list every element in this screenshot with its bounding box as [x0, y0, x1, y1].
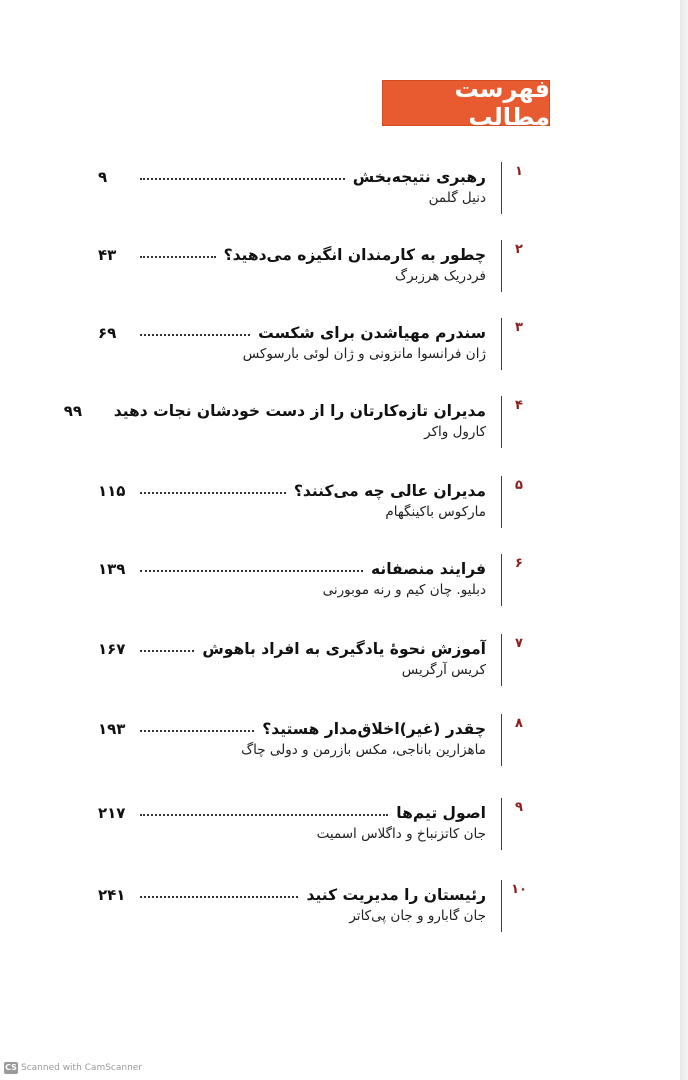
- dot-leader: [140, 256, 216, 258]
- chapter-number: ۱۰: [511, 882, 527, 897]
- scanner-watermark: [4, 1062, 142, 1074]
- chapter-author: دنیل گلمن: [428, 190, 486, 206]
- chapter-number: ۶: [515, 556, 523, 571]
- toc-entry: [90, 552, 530, 622]
- page-number: ۲۴۱: [98, 886, 126, 904]
- chapter-author: فردریک هرزبرگ: [395, 268, 486, 284]
- chapter-number: ۵: [515, 478, 523, 493]
- chapter-number: ۳: [515, 320, 523, 335]
- chapter-number: ۱: [515, 164, 523, 179]
- page-number: ۲۱۷: [98, 804, 126, 822]
- toc-entry: [90, 632, 530, 702]
- chapter-author: کریس آرگریس: [401, 662, 486, 678]
- divider-line: [501, 714, 503, 766]
- toc-entry: [90, 712, 530, 782]
- page-number: ۱۱۵: [98, 482, 126, 500]
- toc-entry: [90, 878, 530, 948]
- chapter-author: دبلیو. چان کیم و رنه موبورنی: [322, 582, 486, 598]
- divider-line: [501, 240, 503, 292]
- chapter-author: کارول واکر: [424, 424, 486, 440]
- chapter-author: جان گابارو و جان پی‌کاتر: [349, 908, 486, 924]
- page-number: ۹: [98, 168, 108, 186]
- page-number: ۹۹: [63, 402, 83, 420]
- dot-leader: [140, 730, 254, 732]
- watermark-text: Scanned with CamScanner: [21, 1063, 143, 1073]
- chapter-title: مدیران تازه‌کارتان را از دست خودشان نجات دهید: [113, 402, 486, 420]
- chapter-number: ۴: [515, 398, 523, 413]
- divider-line: [501, 634, 503, 686]
- chapter-title: رئیستان را مدیریت کنید: [306, 886, 486, 904]
- page-title: فهرست مطالب: [454, 75, 550, 131]
- dot-leader: [140, 814, 388, 816]
- toc-entry: [63, 394, 530, 464]
- dot-leader: [140, 334, 250, 336]
- divider-line: [501, 318, 503, 370]
- toc-entry: [90, 160, 530, 230]
- toc-entry: [90, 316, 530, 386]
- dot-leader: [140, 650, 194, 652]
- chapter-title: اصول تیم‌ها: [396, 804, 486, 822]
- chapter-author: ماهزارین باناجی، مکس بازرمن و دولی چاگ: [241, 742, 486, 758]
- chapter-author: جان کاتزنباخ و داگلاس اسمیت: [316, 826, 486, 842]
- chapter-title: سندرم مهیاشدن برای شکست: [258, 324, 486, 342]
- dot-leader: [140, 492, 286, 494]
- dot-leader: [140, 570, 363, 572]
- chapter-number: ۹: [515, 800, 523, 815]
- divider-line: [501, 162, 503, 214]
- camscanner-icon: CS: [5, 1063, 17, 1072]
- chapter-title: آموزش نحوهٔ یادگیری به افراد باهوش: [202, 640, 486, 658]
- chapter-title: فرایند منصفانه: [371, 560, 486, 578]
- dot-leader: [140, 896, 298, 898]
- divider-line: [501, 396, 503, 448]
- divider-line: [501, 554, 503, 606]
- chapter-number: ۸: [515, 716, 523, 731]
- toc-title-box: [382, 75, 550, 131]
- page-number: ۱۶۷: [98, 640, 126, 658]
- page-number: ۶۹: [98, 324, 117, 342]
- chapter-number: ۷: [515, 636, 523, 651]
- chapter-author: ژان فرانسوا مانزونی و ژان لوئی بارسوکس: [242, 346, 486, 362]
- chapter-author: مارکوس باکینگهام: [385, 504, 486, 520]
- page-number: ۱۹۳: [98, 720, 126, 738]
- dot-leader: [140, 178, 345, 180]
- page-number: ۴۳: [98, 246, 117, 264]
- chapter-number: ۲: [515, 242, 523, 257]
- chapter-title: چقدر (غیر)اخلاق‌مدار هستید؟: [262, 720, 486, 738]
- toc-entry: [90, 238, 530, 308]
- page-number: ۱۳۹: [98, 560, 126, 578]
- divider-line: [501, 476, 503, 528]
- toc-entry: [90, 474, 530, 544]
- divider-line: [501, 798, 503, 850]
- toc-entry: [90, 796, 530, 866]
- chapter-title: چطور به کارمندان انگیزه می‌دهید؟: [223, 246, 486, 264]
- chapter-title: رهبری نتیجه‌بخش: [352, 168, 486, 186]
- page-edge: [680, 0, 688, 1080]
- divider-line: [501, 880, 503, 932]
- chapter-title: مدیران عالی چه می‌کنند؟: [293, 482, 486, 500]
